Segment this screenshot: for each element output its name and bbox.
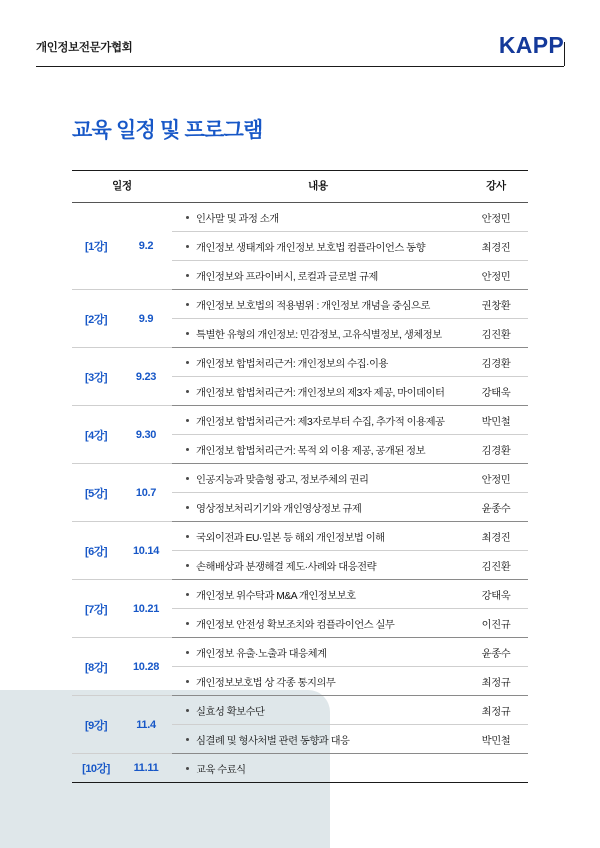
session-teacher: 안정민 — [464, 464, 528, 493]
session-content-text: 개인정보 합법처리근거: 개인정보의 제3자 제공, 마이데이터 — [196, 387, 445, 399]
session-teacher: 안정민 — [464, 261, 528, 290]
lecture-date: 11.4 — [120, 696, 172, 754]
table-row — [72, 348, 528, 377]
session-teacher: 김경환 — [464, 348, 528, 377]
table-row — [72, 522, 528, 551]
lecture-number: [1강] — [72, 203, 120, 290]
schedule-table-container — [72, 170, 528, 783]
lecture-number: [2강] — [72, 290, 120, 348]
session-teacher: 최경진 — [464, 232, 528, 261]
table-body — [72, 203, 528, 783]
lecture-date: 9.9 — [120, 290, 172, 348]
organization-name: 개인정보전문가협회 — [36, 42, 133, 54]
brand-logo: KAPP — [498, 31, 564, 58]
table-header — [72, 171, 528, 203]
session-content — [172, 696, 464, 725]
session-content-text: 인공지능과 맞춤형 광고, 정보주체의 권리 — [196, 474, 369, 486]
session-content-text: 개인정보 위수탁과 M&A 개인정보보호 — [196, 590, 356, 602]
table-row — [72, 406, 528, 435]
session-content — [172, 261, 464, 290]
session-content — [172, 609, 464, 638]
session-content — [172, 522, 464, 551]
session-content — [172, 319, 464, 348]
session-content-text: 개인정보 보호법의 적용범위 : 개인정보 개념을 중심으로 — [196, 300, 430, 312]
session-teacher: 안정민 — [464, 203, 528, 232]
session-teacher: 강태욱 — [464, 377, 528, 406]
session-content-text: 영상정보처리기기와 개인영상정보 규제 — [196, 503, 362, 515]
lecture-number: [10강] — [72, 754, 120, 783]
bullet-icon — [186, 448, 189, 451]
lecture-date: 9.2 — [120, 203, 172, 290]
bullet-icon — [186, 622, 189, 625]
session-content — [172, 551, 464, 580]
bullet-icon — [186, 738, 189, 741]
session-teacher — [464, 754, 528, 783]
session-content-text: 개인정보 합법처리근거: 개인정보의 수집·이용 — [196, 358, 388, 370]
page-header — [0, 0, 600, 80]
session-content — [172, 232, 464, 261]
bullet-icon — [186, 535, 189, 538]
schedule-table — [72, 170, 528, 783]
session-teacher: 윤종수 — [464, 493, 528, 522]
session-teacher: 김진환 — [464, 551, 528, 580]
column-header-schedule: 일정 — [72, 171, 172, 203]
session-content — [172, 406, 464, 435]
session-teacher: 박민철 — [464, 725, 528, 754]
session-teacher: 이진규 — [464, 609, 528, 638]
session-content — [172, 667, 464, 696]
session-content — [172, 377, 464, 406]
session-content — [172, 493, 464, 522]
session-content — [172, 638, 464, 667]
bullet-icon — [186, 245, 189, 248]
session-teacher: 윤종수 — [464, 638, 528, 667]
session-content-text: 개인정보 합법처리근거: 목적 외 이용 제공, 공개된 정보 — [196, 445, 426, 457]
session-content-text: 손해배상과 분쟁해결 제도·사례와 대응전략 — [196, 561, 377, 573]
column-header-content: 내용 — [172, 171, 464, 203]
session-teacher: 최정규 — [464, 667, 528, 696]
session-teacher: 박민철 — [464, 406, 528, 435]
session-content-text: 실효성 확보수단 — [196, 706, 265, 718]
session-content — [172, 580, 464, 609]
page-title: 교육 일정 및 프로그램 — [72, 119, 263, 142]
bullet-icon — [186, 593, 189, 596]
bullet-icon — [186, 709, 189, 712]
bullet-icon — [186, 767, 189, 770]
table-row — [72, 754, 528, 783]
session-content-text: 개인정보보호법 상 각종 통지의무 — [196, 677, 336, 689]
session-content — [172, 290, 464, 319]
bullet-icon — [186, 390, 189, 393]
table-header-row — [72, 171, 528, 203]
session-content-text: 특별한 유형의 개인정보: 민감정보, 고유식별정보, 생체정보 — [196, 329, 442, 341]
session-content-text: 심결례 및 형사처벌 관련 동향과 대응 — [196, 735, 350, 747]
session-content-text: 개인정보 유출·노출과 대응체계 — [196, 648, 327, 660]
session-content — [172, 725, 464, 754]
lecture-date: 10.21 — [120, 580, 172, 638]
session-teacher: 김경환 — [464, 435, 528, 464]
header-divider — [36, 66, 564, 67]
session-content — [172, 203, 464, 232]
table-row — [72, 638, 528, 667]
session-teacher: 김진환 — [464, 319, 528, 348]
session-content-text: 개인정보와 프라이버시, 로컬과 글로벌 규제 — [196, 271, 378, 283]
session-content — [172, 435, 464, 464]
lecture-number: [6강] — [72, 522, 120, 580]
bullet-icon — [186, 274, 189, 277]
bullet-icon — [186, 303, 189, 306]
bullet-icon — [186, 477, 189, 480]
column-header-teacher: 강사 — [464, 171, 528, 203]
bullet-icon — [186, 419, 189, 422]
bullet-icon — [186, 651, 189, 654]
bullet-icon — [186, 680, 189, 683]
lecture-date: 10.7 — [120, 464, 172, 522]
lecture-date: 10.14 — [120, 522, 172, 580]
session-content — [172, 348, 464, 377]
session-content — [172, 464, 464, 493]
bullet-icon — [186, 216, 189, 219]
lecture-number: [8강] — [72, 638, 120, 696]
session-content-text: 개인정보 합법처리근거: 제3자로부터 수집, 추가적 이용제공 — [196, 416, 445, 428]
table-row — [72, 580, 528, 609]
lecture-number: [7강] — [72, 580, 120, 638]
session-teacher: 최정규 — [464, 696, 528, 725]
session-teacher: 권창환 — [464, 290, 528, 319]
table-row — [72, 290, 528, 319]
bullet-icon — [186, 361, 189, 364]
lecture-number: [4강] — [72, 406, 120, 464]
session-teacher: 최경진 — [464, 522, 528, 551]
table-row — [72, 203, 528, 232]
session-content-text: 국외이전과 EU·일본 등 해외 개인정보법 이해 — [196, 532, 385, 544]
session-content-text: 개인정보 생태계와 개인정보 보호법 컴플라이언스 동향 — [196, 242, 426, 254]
table-row — [72, 696, 528, 725]
lecture-date: 10.28 — [120, 638, 172, 696]
lecture-number: [3강] — [72, 348, 120, 406]
bullet-icon — [186, 564, 189, 567]
lecture-number: [5강] — [72, 464, 120, 522]
lecture-date: 9.23 — [120, 348, 172, 406]
bullet-icon — [186, 506, 189, 509]
session-content-text: 개인정보 안전성 확보조치와 컴플라이언스 실무 — [196, 619, 395, 631]
session-content-text: 인사말 및 과정 소개 — [196, 213, 279, 225]
lecture-date: 9.30 — [120, 406, 172, 464]
lecture-date: 11.11 — [120, 754, 172, 783]
session-content-text: 교육 수료식 — [196, 764, 246, 776]
table-row — [72, 464, 528, 493]
session-teacher: 강태욱 — [464, 580, 528, 609]
session-content — [172, 754, 464, 783]
bullet-icon — [186, 332, 189, 335]
lecture-number: [9강] — [72, 696, 120, 754]
